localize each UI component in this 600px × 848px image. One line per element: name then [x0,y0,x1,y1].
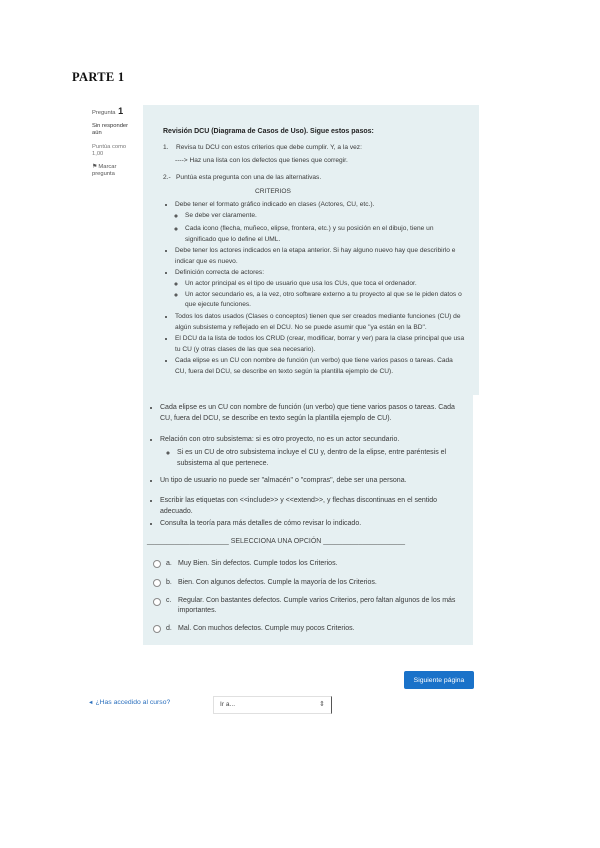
criteria-item [175,333,465,355]
answer-option-a[interactable] [153,558,466,569]
criteria-item [175,199,465,245]
step-1-note: ----> Haz una lista con los defectos que tienes que corregir. [175,156,348,164]
option-letter: c. [166,596,172,604]
criteria-subitem: ◦ Un actor secundario es, a la vez, otro software externo a tu proyecto al que se le piden datos o que ejecute funciones. [185,290,465,311]
question-number [92,108,134,117]
criteria-item [160,402,460,424]
criteria-item [160,475,460,486]
criteria-item-text: Relación con otro subsistema: si es otro proyecto, no es un actor secundario. [160,435,400,443]
question-title: Revisión DCU (Diagrama de Casos de Uso). Sigue estos pasos: [163,127,374,135]
criteria-item [160,434,460,469]
criteria-item-text: Consulta la teoría para más detalles de cómo revisar lo indicado. [160,519,362,527]
answer-option-d[interactable] [153,623,466,634]
jump-to-value: Ir a... [220,701,236,708]
answer-option-b[interactable] [153,577,466,588]
select-option-prompt: _____________________ SELECCIONA UNA OPCIÓN _____________________ [147,537,406,545]
criteria-item [175,311,465,333]
option-label[interactable]: Regular. Con bastantes defectos. Cumple varios Criterios, pero faltan algunos de los más importantes. [178,596,456,614]
page-heading: PARTE 1 [72,70,125,84]
criteria-subitem: ◦ Se debe ver claramente. [185,210,465,221]
criteria-item-text: Debe tener el formato gráfico indicado en clases (Actores, CU, etc.). [175,200,375,208]
criteria-item [160,518,460,529]
question-answer-panel [143,395,473,645]
question-text-panel [143,105,479,395]
criteria-item [175,355,465,377]
criteria-sublist [160,447,460,469]
question-info [92,108,134,178]
criteria-item-text: Escribir las etiquetas con <<include>> y <<extend>>, y flechas discontinuas en el sentido adecuado. [160,496,438,515]
option-letter: b. [166,578,172,586]
flag-question-label: Marcar pregunta [92,164,117,177]
criteria-subitem: ◦ Si es un CU de otro subsistema incluye el CU y, dentro de la elipse, entre paréntesis el subsistema al que pertenece. [177,447,460,469]
radio-button[interactable] [153,579,161,587]
criteria-item [175,245,465,267]
criteria-item-text: Todos los datos usados (Clases o conceptos) tienen que ser creados mediante funciones (CU) de algún subsistema y reflejado en el DCU. No se puede asumir que "ya están en la BD". [175,312,461,331]
option-letter: d. [166,624,172,632]
next-page-button[interactable]: Siguiente página [404,671,474,689]
jump-to-select[interactable] [213,696,332,714]
question-answer-content [147,402,466,634]
question-text [163,126,468,377]
criteria-list [163,199,465,377]
option-label[interactable]: Muy Bien. Sin defectos. Cumple todos los Criterios. [178,559,338,567]
question-label: Pregunta [92,110,116,116]
criteria-item-text: Un tipo de usuario no puede ser "almacén" o "compras", debe ser una persona. [160,476,407,484]
step-2-number: 2.- [163,173,171,181]
previous-activity-link[interactable] [88,699,170,706]
left-arrow-icon: ◄ [88,700,94,706]
radio-button[interactable] [153,560,161,568]
criteria-item-text: Cada elipse es un CU con nombre de función (un verbo) que tiene varios pasos o tareas. Cada CU, fuera del DCU, se describe en texto según la plantilla ejemplo de CU). [160,403,455,422]
step-2-text: Puntúa esta pregunta con una de las alternativas. [176,173,322,181]
criteria-item-text: Debe tener los actores indicados en la etapa anterior. Si hay alguno nuevo hay que describirlo e indicar que es nuevo. [175,246,456,265]
criteria-item [175,267,465,311]
radio-button[interactable] [153,625,161,633]
flag-icon: ⚑ [92,164,98,170]
question-status: Sin responder aún [92,123,129,136]
criteria-sublist [175,210,465,245]
criteria-list-continued [151,402,460,529]
option-label[interactable]: Bien. Con algunos defectos. Cumple la mayoría de los Criterios. [178,578,377,586]
question-grade: Puntúa como 1,00 [92,144,127,157]
criteria-sublist [175,278,465,311]
step-1 [163,142,468,153]
criteria-heading: CRITERIOS [255,187,291,195]
step-1-text: Revisa tu DCU con estos criterios que debe cumplir. Y, a la vez: [176,143,362,151]
criteria-item-text: El DCU da la lista de todos los CRUD (crear, modificar, borrar y ver) para la clase principal que usa tu CU (y otras clases de las que sea necesario). [175,334,465,353]
criteria-subitem: ◦ Un actor principal es el tipo de usuario que usa los CUs, que toca el ordenador. [185,278,465,289]
criteria-subitem: ◦ Cada icono (flecha, muñeco, elipse, frontera, etc.) y su posición en el dibujo, tiene un significado que lo define el UML. [185,223,465,245]
up-down-arrow-icon: ⇕ [319,701,325,708]
criteria-item-text: Definición correcta de actores: [175,268,265,276]
option-label[interactable]: Mal. Con muchos defectos. Cumple muy pocos Criterios. [178,624,355,632]
question-number-value: 1 [118,106,124,116]
radio-button[interactable] [153,598,161,606]
criteria-item-text: Cada elipse es un CU con nombre de función (un verbo) que tiene varios pasos o tareas. Cada CU, fuera del DCU, se describe en texto según la plantilla ejemplo de CU). [175,356,453,375]
step-1-number: 1. [163,143,169,151]
previous-activity-label[interactable]: ¿Has accedido al curso? [95,699,171,706]
step-2 [163,172,468,183]
flag-question-link[interactable] [92,164,134,178]
option-letter: a. [166,559,172,567]
criteria-item [160,495,460,517]
answer-option-c[interactable] [153,596,466,616]
